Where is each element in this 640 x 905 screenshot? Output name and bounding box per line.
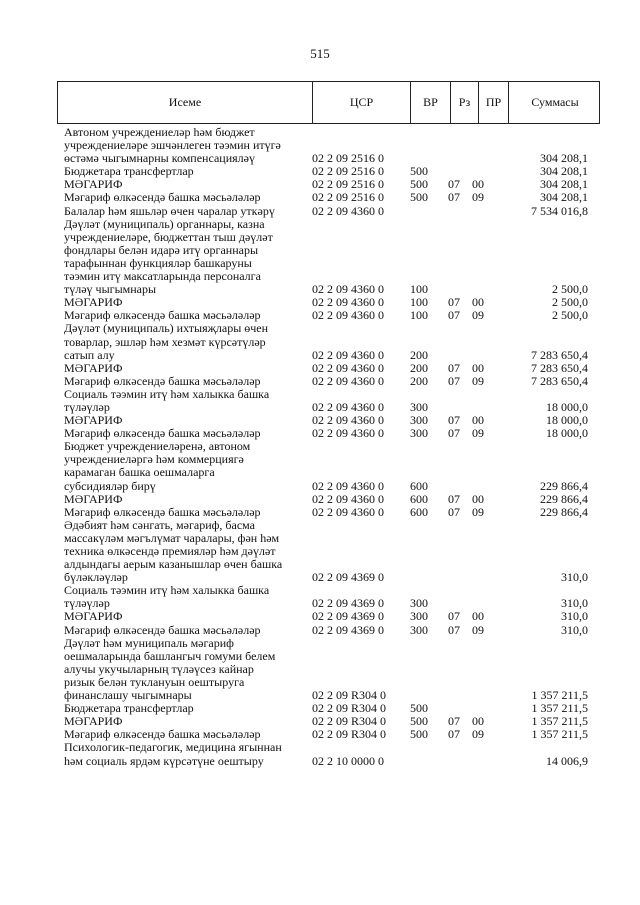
row-vr: 300 bbox=[410, 426, 428, 441]
row-csr: 02 2 09 4360 0 bbox=[312, 413, 384, 428]
row-vr: 100 bbox=[410, 295, 428, 310]
row-csr: 02 2 09 4360 0 bbox=[312, 478, 384, 493]
row-sum: 2 500,0 bbox=[552, 282, 588, 297]
row-rz: 07 bbox=[448, 177, 460, 192]
row-name-line: массакүләм мәгълүмат чаралары, фән һәм bbox=[64, 530, 280, 545]
row-rz: 07 bbox=[448, 491, 460, 506]
row-name-line: Психологик-педагогик, медицина ягыннан bbox=[64, 740, 282, 755]
row-name-line: сатып алу bbox=[64, 347, 115, 362]
row-name-line: Дәүләт һәм муниципаль мәгариф bbox=[64, 635, 234, 650]
row-csr: 02 2 09 4360 0 bbox=[312, 504, 384, 519]
row-vr: 200 bbox=[410, 373, 428, 388]
row-csr: 02 2 09 4369 0 bbox=[312, 609, 384, 624]
header-vr: ВР bbox=[410, 82, 450, 123]
row-csr: 02 2 09 4360 0 bbox=[312, 373, 384, 388]
row-vr: 200 bbox=[410, 347, 428, 362]
row-name-line: Дәүләт (муниципаль) органнары, казна bbox=[64, 216, 265, 231]
row-sum: 2 500,0 bbox=[552, 308, 588, 323]
table-body bbox=[64, 126, 594, 768]
row-name-line: МӘГАРИФ bbox=[64, 295, 123, 310]
row-rz: 07 bbox=[448, 727, 460, 742]
header-csr: ЦСР bbox=[312, 82, 410, 123]
row-vr: 300 bbox=[410, 609, 428, 624]
header-sum: Суммасы bbox=[508, 82, 601, 123]
header-name: Исеме bbox=[168, 95, 202, 109]
row-sum: 310,0 bbox=[561, 622, 588, 637]
row-sum: 7 283 650,4 bbox=[531, 347, 588, 362]
row-name bbox=[64, 584, 299, 610]
row-name-line: Бюджет учреждениеләренә, автоном bbox=[64, 439, 251, 454]
row-sum: 7 534 016,8 bbox=[531, 203, 588, 218]
row-name bbox=[64, 637, 299, 702]
row-csr: 02 2 09 2516 0 bbox=[312, 177, 384, 192]
row-name-line: түләү чыгымнары bbox=[64, 282, 157, 297]
row-csr: 02 2 09 4360 0 bbox=[312, 426, 384, 441]
row-name-line: Социаль тәэмин итү һәм халыкка башка bbox=[64, 583, 270, 598]
row-csr: 02 2 10 0000 0 bbox=[312, 753, 384, 768]
row-name bbox=[64, 322, 299, 361]
row-rz: 07 bbox=[448, 504, 460, 519]
row-sum: 304 208,1 bbox=[540, 164, 588, 179]
row-vr: 500 bbox=[410, 164, 428, 179]
table-row bbox=[64, 741, 594, 767]
row-name-line: Мәгариф өлкәсендә башка мәсьәләләр bbox=[64, 190, 261, 205]
row-vr: 600 bbox=[410, 491, 428, 506]
row-rz: 07 bbox=[448, 373, 460, 388]
row-vr: 300 bbox=[410, 596, 428, 611]
page-number: 515 bbox=[310, 46, 330, 61]
row-vr: 100 bbox=[410, 308, 428, 323]
table-row bbox=[64, 519, 594, 584]
row-name-line: тәэмин итү максатларында персоналга bbox=[64, 269, 261, 284]
row-name-line: Автоном учреждениеләр һәм бюджет bbox=[64, 125, 255, 139]
row-name-line: субсидияләр бирү bbox=[64, 478, 156, 493]
row-rz: 07 bbox=[448, 609, 460, 624]
row-vr: 300 bbox=[410, 622, 428, 637]
row-csr: 02 2 09 4360 0 bbox=[312, 282, 384, 297]
row-pr: 00 bbox=[472, 714, 484, 729]
row-name-line: МӘГАРИФ bbox=[64, 714, 123, 729]
row-pr: 09 bbox=[472, 373, 484, 388]
row-name-line: МӘГАРИФ bbox=[64, 177, 123, 192]
row-pr: 09 bbox=[472, 622, 484, 637]
row-name-line: Бюджетара трансфертлар bbox=[64, 701, 194, 716]
row-csr: 02 2 09 R304 0 bbox=[312, 727, 387, 742]
row-csr: 02 2 09 2516 0 bbox=[312, 190, 384, 205]
row-vr: 500 bbox=[410, 701, 428, 716]
row-name-line: Әдәбият һәм сәнгать, мәгариф, басма bbox=[64, 517, 255, 532]
row-name-line: МӘГАРИФ bbox=[64, 609, 123, 624]
row-name-line: өстәмә чыгымнарны компенсацияләү bbox=[64, 151, 255, 166]
row-sum: 1 357 211,5 bbox=[531, 688, 588, 703]
row-sum: 310,0 bbox=[561, 609, 588, 624]
row-name-line: ризык белән туклануын оештыруга bbox=[64, 674, 245, 689]
row-name-line: һәм социаль ярдәм күрсәтүне оештыру bbox=[64, 753, 264, 768]
row-vr: 600 bbox=[410, 478, 428, 493]
table-row bbox=[64, 584, 594, 610]
row-sum: 7 283 650,4 bbox=[531, 360, 588, 375]
row-pr: 09 bbox=[472, 727, 484, 742]
table-row bbox=[64, 218, 594, 297]
row-name-line: оешмаларында башлангыч гомуми белем bbox=[64, 648, 276, 663]
row-name-line: Балалар һәм яшьләр өчен чаралар уткәрү bbox=[64, 203, 275, 218]
row-csr: 02 2 09 4360 0 bbox=[312, 491, 384, 506]
row-name-line: финанслашу чыгымнары bbox=[64, 688, 192, 703]
row-name-line: Мәгариф өлкәсендә башка мәсьәләләр bbox=[64, 504, 261, 519]
row-pr: 00 bbox=[472, 413, 484, 428]
row-csr: 02 2 09 4360 0 bbox=[312, 203, 384, 218]
row-sum: 304 208,1 bbox=[540, 177, 588, 192]
row-rz: 07 bbox=[448, 622, 460, 637]
row-rz: 07 bbox=[448, 413, 460, 428]
row-csr: 02 2 09 4360 0 bbox=[312, 360, 384, 375]
row-name-line: МӘГАРИФ bbox=[64, 491, 123, 506]
row-sum: 18 000,0 bbox=[546, 399, 588, 414]
table-row bbox=[64, 388, 594, 414]
row-csr: 02 2 09 4369 0 bbox=[312, 622, 384, 637]
row-vr: 500 bbox=[410, 714, 428, 729]
row-csr: 02 2 09 2516 0 bbox=[312, 151, 384, 166]
row-csr: 02 2 09 2516 0 bbox=[312, 164, 384, 179]
row-csr: 02 2 09 4360 0 bbox=[312, 308, 384, 323]
row-name bbox=[64, 519, 299, 584]
row-name bbox=[64, 440, 299, 492]
row-name-line: тарафыннан функцияләр башкаруны bbox=[64, 255, 252, 270]
row-vr: 200 bbox=[410, 360, 428, 375]
row-name-line: учреждениеләре эшчәнлеген тәэмин итүгә bbox=[64, 138, 281, 153]
row-pr: 09 bbox=[472, 308, 484, 323]
row-sum: 2 500,0 bbox=[552, 295, 588, 310]
row-rz: 07 bbox=[448, 426, 460, 441]
row-rz: 07 bbox=[448, 190, 460, 205]
row-sum: 1 357 211,5 bbox=[531, 727, 588, 742]
row-name-line: карамаган башка оешмаларга bbox=[64, 465, 215, 480]
table-row bbox=[64, 322, 594, 361]
row-name-line: Бюджетара трансфертлар bbox=[64, 164, 194, 179]
row-name-line: алдындагы аерым казанышлар өчен башка bbox=[64, 557, 283, 572]
row-sum: 304 208,1 bbox=[540, 151, 588, 166]
header-pr: ПР bbox=[478, 82, 508, 123]
table-row bbox=[64, 637, 594, 702]
row-rz: 07 bbox=[448, 360, 460, 375]
row-name-line: учреждениеләре, бюджеттан тыш дәүләт bbox=[64, 229, 273, 244]
row-sum: 18 000,0 bbox=[546, 413, 588, 428]
row-pr: 00 bbox=[472, 609, 484, 624]
row-name-line: товарлар, эшләр һәм хезмәт күрсәтүләр bbox=[64, 334, 266, 349]
row-pr: 00 bbox=[472, 360, 484, 375]
row-name bbox=[64, 126, 299, 165]
row-csr: 02 2 09 R304 0 bbox=[312, 701, 387, 716]
row-sum: 229 866,4 bbox=[540, 478, 588, 493]
row-pr: 09 bbox=[472, 504, 484, 519]
row-csr: 02 2 09 4369 0 bbox=[312, 596, 384, 611]
row-name-line: фондлары белән идарә итү органнары bbox=[64, 242, 259, 257]
row-pr: 00 bbox=[472, 177, 484, 192]
row-name bbox=[64, 741, 299, 767]
row-vr: 300 bbox=[410, 399, 428, 414]
row-name-line: Социаль тәэмин итү һәм халыкка башка bbox=[64, 386, 270, 401]
row-name-line: МӘГАРИФ bbox=[64, 413, 123, 428]
row-name-line: Мәгариф өлкәсендә башка мәсьәләләр bbox=[64, 426, 261, 441]
row-sum: 229 866,4 bbox=[540, 491, 588, 506]
row-name-line: алучы укучыларның түләүсез кайнар bbox=[64, 661, 254, 676]
row-name-line: Мәгариф өлкәсендә башка мәсьәләләр bbox=[64, 373, 261, 388]
row-csr: 02 2 09 4369 0 bbox=[312, 570, 384, 585]
row-rz: 07 bbox=[448, 295, 460, 310]
row-csr: 02 2 09 R304 0 bbox=[312, 688, 387, 703]
row-name-line: Мәгариф өлкәсендә башка мәсьәләләр bbox=[64, 308, 261, 323]
row-name-line: техника өлкәсендә премияләр һәм дәүләт bbox=[64, 544, 276, 558]
row-sum: 310,0 bbox=[561, 596, 588, 611]
row-rz: 07 bbox=[448, 308, 460, 323]
row-name-line: бүләкләүләр bbox=[64, 570, 128, 585]
row-name-line: Мәгариф өлкәсендә башка мәсьәләләр bbox=[64, 622, 261, 637]
row-vr: 500 bbox=[410, 177, 428, 192]
row-pr: 09 bbox=[472, 190, 484, 205]
row-sum: 18 000,0 bbox=[546, 426, 588, 441]
row-vr: 600 bbox=[410, 504, 428, 519]
row-name bbox=[64, 218, 299, 297]
row-name-line: учреждениеләргә һәм коммерциягә bbox=[64, 452, 244, 467]
table-header bbox=[57, 81, 600, 124]
row-name-line: МӘГАРИФ bbox=[64, 360, 123, 375]
row-vr: 300 bbox=[410, 413, 428, 428]
row-vr: 500 bbox=[410, 190, 428, 205]
row-csr: 02 2 09 4360 0 bbox=[312, 399, 384, 414]
row-sum: 310,0 bbox=[561, 570, 588, 585]
header-rz: Рз bbox=[450, 82, 478, 123]
row-csr: 02 2 09 R304 0 bbox=[312, 714, 387, 729]
table-row bbox=[64, 126, 594, 165]
row-sum: 7 283 650,4 bbox=[531, 373, 588, 388]
row-rz: 07 bbox=[448, 714, 460, 729]
row-sum: 229 866,4 bbox=[540, 504, 588, 519]
row-vr: 500 bbox=[410, 727, 428, 742]
row-name-line: Мәгариф өлкәсендә башка мәсьәләләр bbox=[64, 727, 261, 742]
row-vr: 100 bbox=[410, 282, 428, 297]
row-pr: 00 bbox=[472, 295, 484, 310]
row-name bbox=[64, 388, 299, 414]
row-sum: 1 357 211,5 bbox=[531, 714, 588, 729]
row-pr: 00 bbox=[472, 491, 484, 506]
row-name-line: Дәүләт (муниципаль) ихтыяҗлары өчен bbox=[64, 321, 269, 336]
table-row bbox=[64, 440, 594, 492]
row-sum: 14 006,9 bbox=[546, 753, 588, 768]
row-pr: 09 bbox=[472, 426, 484, 441]
row-sum: 304 208,1 bbox=[540, 190, 588, 205]
row-name-line: түләүләр bbox=[64, 399, 110, 414]
row-sum: 1 357 211,5 bbox=[531, 701, 588, 716]
row-csr: 02 2 09 4360 0 bbox=[312, 295, 384, 310]
row-csr: 02 2 09 4360 0 bbox=[312, 347, 384, 362]
row-name-line: түләүләр bbox=[64, 596, 110, 611]
